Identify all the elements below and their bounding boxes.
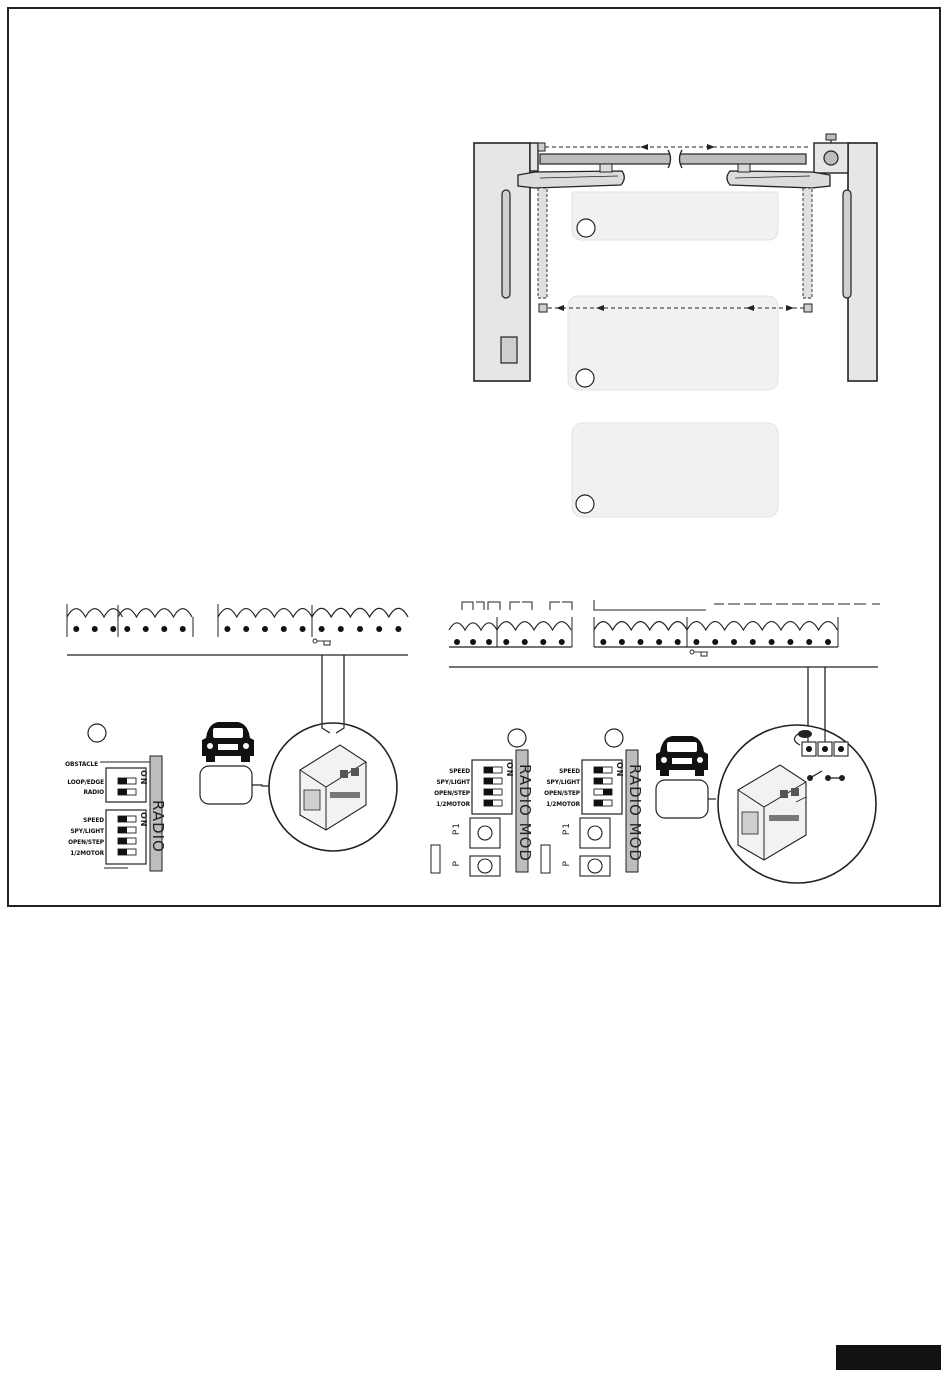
dip-switch-lever (594, 778, 603, 784)
button-label-p2-b: P (562, 860, 572, 867)
dip-label-open-step: OPEN/STEP (68, 838, 104, 846)
terminal-screw (522, 639, 528, 645)
terminal-scallop (594, 622, 687, 630)
terminal-screw (806, 639, 812, 645)
on-label-b: ON (615, 762, 624, 778)
dip-switch-lever (484, 789, 493, 795)
dip-switch-lever (594, 767, 603, 773)
page-footer-tab (836, 1345, 941, 1370)
terminal-screw (731, 639, 737, 645)
dip-label-open-step-b: OPEN/STEP (544, 789, 580, 797)
right-zone-marker-a (508, 729, 526, 747)
terminal-screw (769, 639, 775, 645)
terminal-screw (454, 639, 460, 645)
dip-label-obstacle: OBSTACLE (65, 760, 98, 768)
dip-label-spy-light-a: SPY/LIGHT (436, 778, 470, 786)
on-label-left-top: ON (139, 770, 148, 786)
terminal-screw (600, 639, 606, 645)
dip-switch-lever (484, 778, 493, 784)
dip-label-spy-light: SPY/LIGHT (70, 827, 104, 835)
terminal-screw (540, 639, 546, 645)
dip-label-1-2motor: 1/2MOTOR (70, 849, 104, 857)
dip-switch-lever (594, 800, 603, 806)
car-detection-zone-right (656, 780, 708, 818)
board-components-right (462, 600, 880, 610)
terminal-screw (675, 639, 681, 645)
dip-label-speed: SPEED (83, 816, 104, 824)
dip-switch-lever (484, 800, 493, 806)
right-zone-marker-b (605, 729, 623, 747)
terminal-screw (712, 639, 718, 645)
contact-symbol-right (690, 650, 708, 656)
dip-label-open-step-a: OPEN/STEP (434, 789, 470, 797)
terminal-scallop (687, 622, 837, 630)
terminal-screw (638, 639, 644, 645)
terminal-scallop (497, 622, 571, 630)
module-label-b: RADIO MOD (626, 764, 644, 862)
dip-label-spy-light-b: SPY/LIGHT (546, 778, 580, 786)
terminal-screw (559, 639, 565, 645)
dip-label-speed-a: SPEED (449, 767, 470, 775)
module-label-a: RADIO MOD (516, 764, 534, 862)
terminal-scallop (449, 623, 497, 630)
dip-label-loop-edge: LOOP/EDGE (67, 778, 104, 786)
terminal-screw (787, 639, 793, 645)
dip-switch-lever (603, 789, 612, 795)
button-label-p1-b: P1 (562, 822, 572, 836)
on-label-left-bottom: ON (139, 812, 148, 828)
cable-right (808, 667, 825, 730)
car-icon-right (656, 736, 708, 776)
terminal-screw (750, 639, 756, 645)
terminal-screw (693, 639, 699, 645)
terminal-blocks-right (449, 617, 838, 647)
terminal-screw (503, 639, 509, 645)
dip-label-speed-b: SPEED (559, 767, 580, 775)
on-label-a: ON (505, 762, 514, 778)
button-label-p2-a: P (452, 860, 462, 867)
terminal-screw (470, 639, 476, 645)
terminal-screw (825, 639, 831, 645)
terminal-screw (619, 639, 625, 645)
dip-switch-lever (484, 767, 493, 773)
button-label-p1-a: P1 (452, 822, 462, 836)
terminal-screw (656, 639, 662, 645)
module-label-left: RADIO (149, 800, 167, 853)
dip-label-1-2motor-b: 1/2MOTOR (546, 800, 580, 808)
dip-label-radio: RADIO (83, 788, 104, 796)
dip-label-1-2motor-a: 1/2MOTOR (436, 800, 470, 808)
terminal-screw (486, 639, 492, 645)
